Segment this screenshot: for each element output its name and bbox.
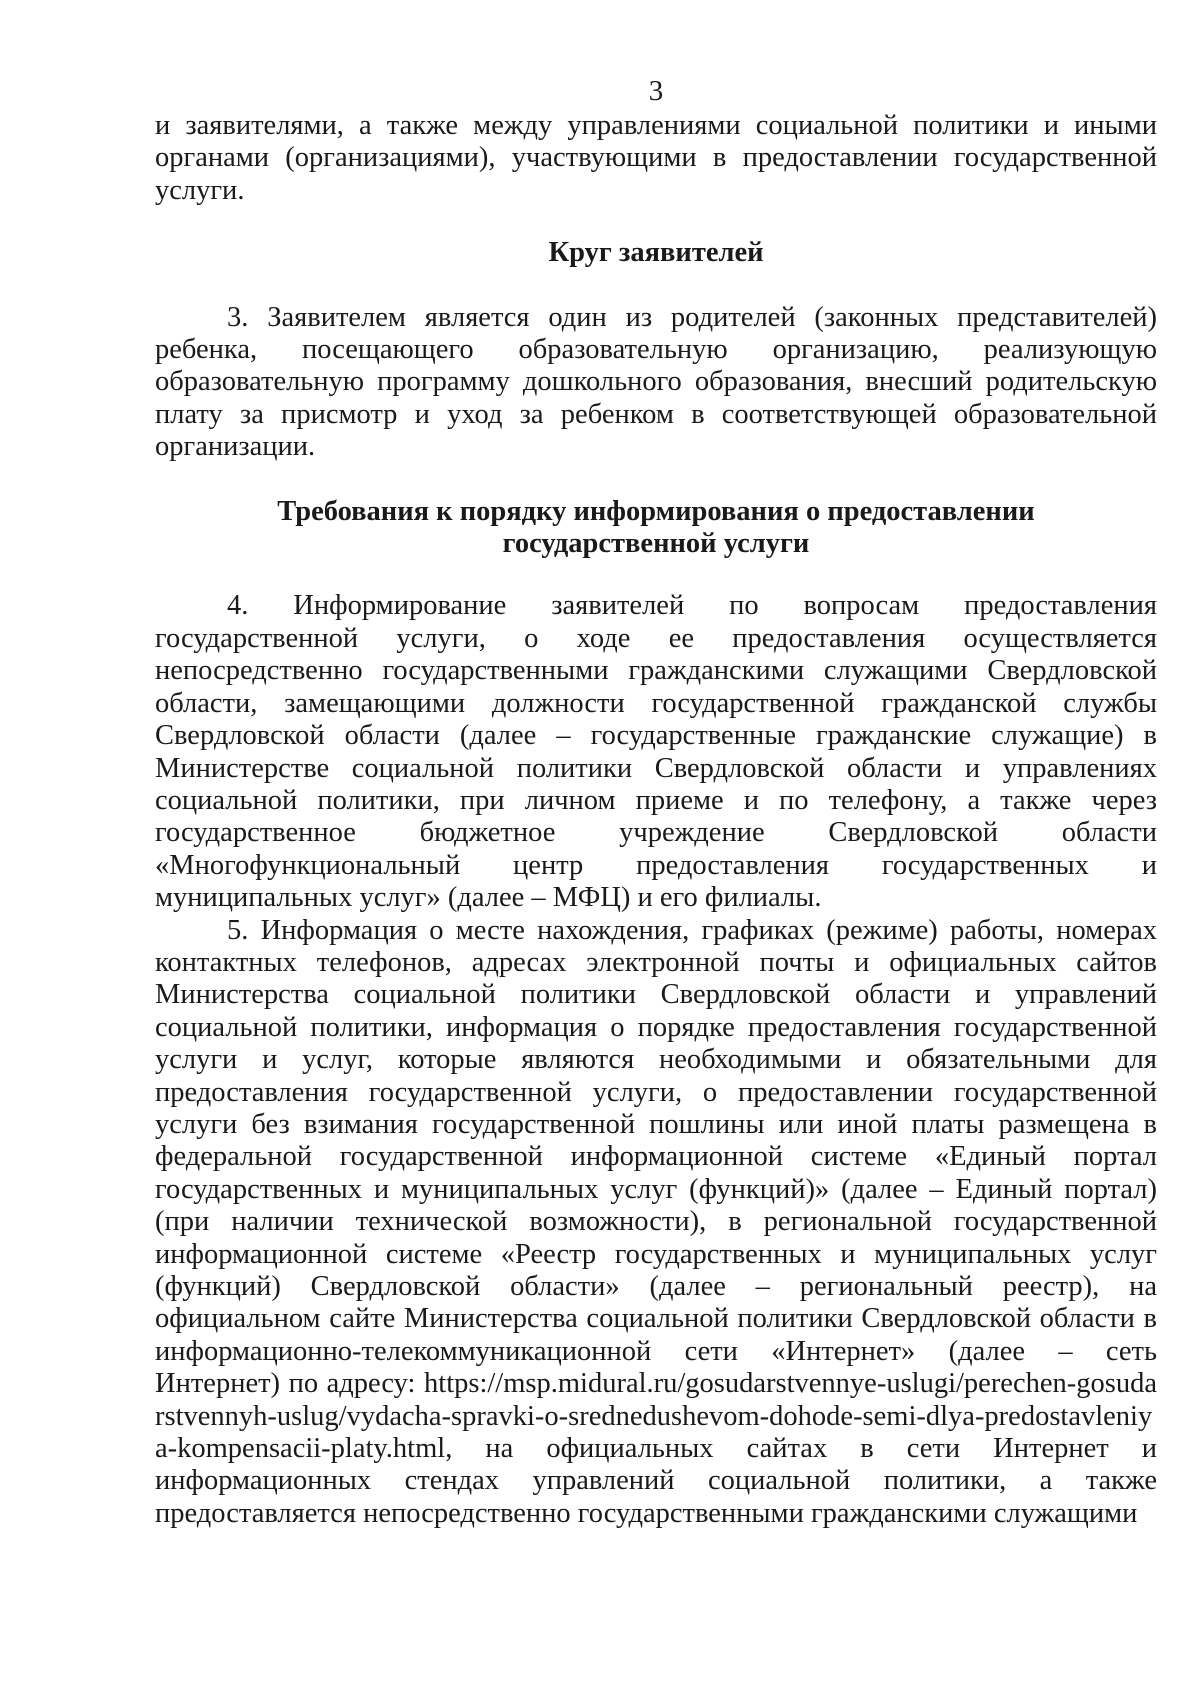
ministry-url-link[interactable]: https://msp.midural.ru/gosudarstvennye-uslugi/perechen-gosudarstvennyh-uslug/vydacha-spravki-o-srednedushevom-dohode-semi-dlya-predostavleniya-kompensacii-platy.html xyxy=(155,1368,1157,1465)
continuation-paragraph: и заявителями, а также между управлениями социальной политики и иными органами (организациями), участвующими в предоставлении государственной услуги. xyxy=(155,110,1157,206)
paragraph-5 xyxy=(155,915,1157,1531)
section-title-informing-line2: государственной услуги xyxy=(502,528,810,560)
paragraph-5-start: 5. Информация о месте нахождения, графиках (режиме) работы, номерах контактных телефонов, адресах электронной почты и официальных сайтов Министерства социальной политики Свердловской области и управлений социальной политики, информация о порядке предоставления государственной услуги и услуг, которые являются необходимыми и обязательными для предоставления государственной услуги, о предоставлении государственной услуги без взимания государственной пошлины или иной платы размещена в федеральной государственной информационной системе «Единый портал государственных и муниципальных услуг (функций)» (далее – Единый портал) (при наличии технической возможности), в региональной государственной информационной системе «Реестр государственных и муниципальных услуг (функций) Свердловской области» (далее – региональный реестр), на официальном сайте Министерства социальной политики Свердловской области в информационно-телекоммуникационной сети «Интернет» (далее – сеть Интернет) по адресу: xyxy=(155,914,1157,1400)
section-title-applicants: Круг заявителей xyxy=(548,237,764,269)
section-title-informing-line1: Требования к порядку информирования о предоставлении xyxy=(277,495,1035,527)
paragraph-3: 3. Заявителем является один из родителей (законных представителей) ребенка, посещающего образовательную организацию, реализующую образовательную программу дошкольного образования, внесший родительскую плату за присмотр и уход за ребенком в соответствующей образовательной организации. xyxy=(155,301,1157,463)
section-title-informing xyxy=(155,496,1157,561)
document-page xyxy=(155,72,1157,1530)
paragraph-5-end: , на официальных сайтах в сети Интернет и информационных стендах управлений социальной политики, а также предоставляется непосредственно государственными гражданскими служащими xyxy=(155,1433,1157,1529)
paragraph-4: 4. Информирование заявителей по вопросам предоставления государственной услуги, о ходе ее предоставления осуществляется непосредственно государственными гражданскими служащими Свердловской области, замещающими должности государственной гражданской службы Свердловской области (далее – государственные гражданские служащие) в Министерстве социальной политики Свердловской области и управлениях социальной политики, при личном приеме и по телефону, а также через государственное бюджетное учреждение Свердловской области «Многофункциональный центр предоставления государственных и муниципальных услуг» (далее – МФЦ) и его филиалы. xyxy=(155,590,1157,914)
page-number: 3 xyxy=(648,75,664,107)
